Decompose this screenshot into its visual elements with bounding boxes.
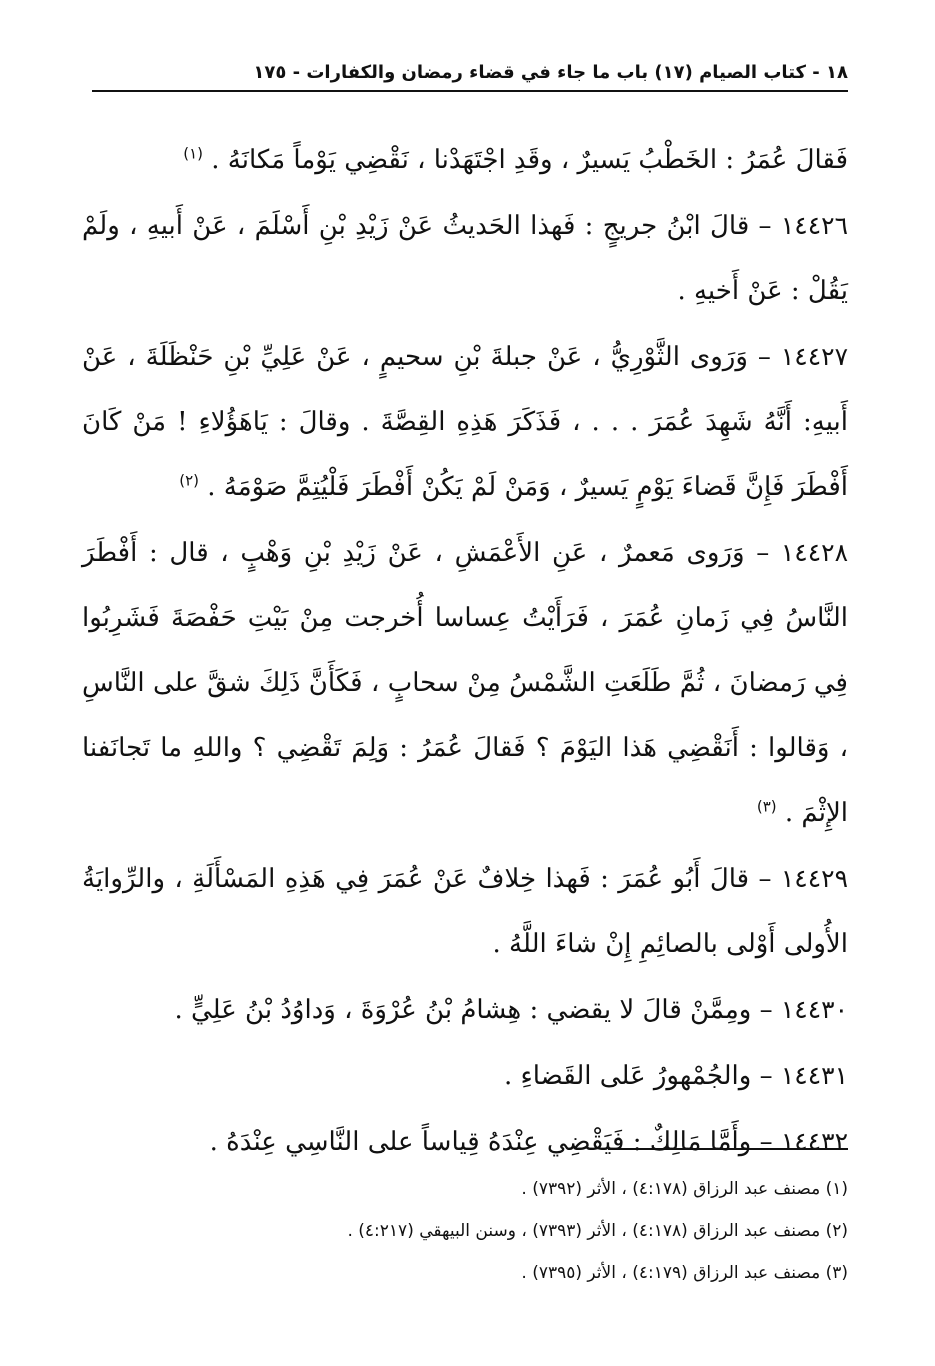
paragraph-14426 — [82, 193, 848, 324]
footnote-separator — [608, 1148, 848, 1150]
paragraph-text: – قالَ أَبُو عُمَرَ : فَهذا خِلافٌ عَنْ عُمَرَ فِي هَذِهِ المَسْأَلَةِ ، والرِّوايَةُ الأُولى أَوْلى بالصائِمِ إِنْ شاءَ اللَّهُ . — [82, 864, 848, 959]
footnote-2: (٢) مصنف عبد الرزاق (٤:١٧٨) ، الأثر (٧٣٩٣) ، وسنن البيهقي (٤:٢١٧) . — [347, 1221, 848, 1241]
paragraph-text: – وأَمَّا مَالِكٌ : فَيَقْضِي عِنْدَهُ قِياساً على النَّاسِي عِنْدَهُ . — [209, 1127, 781, 1157]
paragraph-14430 — [82, 977, 848, 1043]
paragraph-14428 — [82, 520, 848, 846]
running-header — [92, 60, 848, 96]
paragraph-number: ١٤٤٣١ — [780, 1061, 848, 1090]
paragraph-text: فَقالَ عُمَرُ : الخَطْبُ يَسيرٌ ، وقَدِ اجْتَهَدْنا ، نَقْضِي يَوْماً مَكانَهُ . — [211, 145, 848, 175]
paragraph-14432 — [82, 1109, 848, 1175]
paragraph-text: – وَرَوى مَعمرٌ ، عَنِ الأَعْمَشِ ، عَنْ زَيْدِ بْنِ وَهْبٍ ، قال : أَفْطَرَ النَّاسُ فِي زَمانِ عُمَرَ ، فَرَأَيْتُ عِساسا أُخرجت مِنْ بَيْتِ حَفْصَةَ فَشَرِبُوا فِي رَمضانَ ، ثُمَّ طَلَعَتِ الشَّمْسُ مِنْ سحابٍ ، فَكَأَنَّ ذَلِكَ شقَّ على النَّاسِ ، وَقالوا : أَنَقْضِي هَذا اليَوْمَ ؟ فَقالَ عُمَرُ : وَلِمَ تَقْضِي ؟ واللهِ ما تَجانَفنا الإِثْمَ . — [82, 538, 848, 828]
footnote-3: (٣) مصنف عبد الرزاق (٤:١٧٩) ، الأثر (٧٣٩٥) . — [521, 1263, 848, 1283]
paragraph-number: ١٤٤٢٦ — [780, 211, 848, 240]
paragraph-text: – ومِمَّنْ قالَ لا يقضي : هِشامُ بْنُ عُرْوَةَ ، وَداوُدُ بْنُ عَلِيٍّ . — [174, 995, 781, 1025]
paragraph-number: ١٤٤٣٢ — [780, 1127, 848, 1156]
paragraph-number: ١٤٤٢٧ — [780, 342, 848, 371]
header-text: ١٨ - كتاب الصيام (١٧) باب ما جاء في قضاء رمضان والكفارات - ١٧٥ — [247, 62, 848, 83]
footnote-ref: (١) — [183, 144, 203, 163]
header-rule — [92, 90, 848, 92]
footnote-1: (١) مصنف عبد الرزاق (٤:١٧٨) ، الأثر (٧٣٩٢) . — [521, 1179, 848, 1199]
main-text — [82, 128, 848, 1175]
paragraph-continuation — [82, 128, 848, 193]
paragraph-14429 — [82, 846, 848, 977]
footnote-ref: (٣) — [756, 797, 777, 816]
paragraph-text: – والجُمْهورُ عَلى القَضاءِ . — [504, 1061, 781, 1091]
footnotes — [150, 1168, 848, 1294]
footnote-ref: (٢) — [179, 471, 199, 490]
paragraph-14431 — [82, 1043, 848, 1109]
paragraph-number: ١٤٤٣٠ — [780, 995, 848, 1024]
paragraph-text: – قالَ ابْنُ جريجٍ : فَهذا الحَديثُ عَنْ زَيْدِ بْنِ أَسْلَمَ ، عَنْ أَبيهِ ، ولَمْ يَقُلْ : عَنْ أَخيهِ . — [82, 211, 848, 306]
paragraph-14427 — [82, 324, 848, 520]
paragraph-text: – وَرَوى الثَّوْرِيُّ ، عَنْ جبلةَ بْنِ سحيمٍ ، عَنْ عَلِيِّ بْنِ حَنْظَلَةَ ، عَنْ أَبيهِ: أَنَّهُ شَهِدَ عُمَرَ . . . ، فَذَكَرَ هَذِهِ القِصَّةَ . وقالَ : يَاهَؤُلاءِ ! مَنْ كَانَ أَفْطَرَ فَإِنَّ قَضاءَ يَوْمٍ يَسيرٌ ، وَمَنْ لَمْ يَكُنْ أَفْطَرَ فَلْيُتِمَّ صَوْمَهُ . — [82, 342, 848, 502]
paragraph-number: ١٤٤٢٨ — [780, 538, 848, 567]
paragraph-number: ١٤٤٢٩ — [780, 864, 848, 893]
